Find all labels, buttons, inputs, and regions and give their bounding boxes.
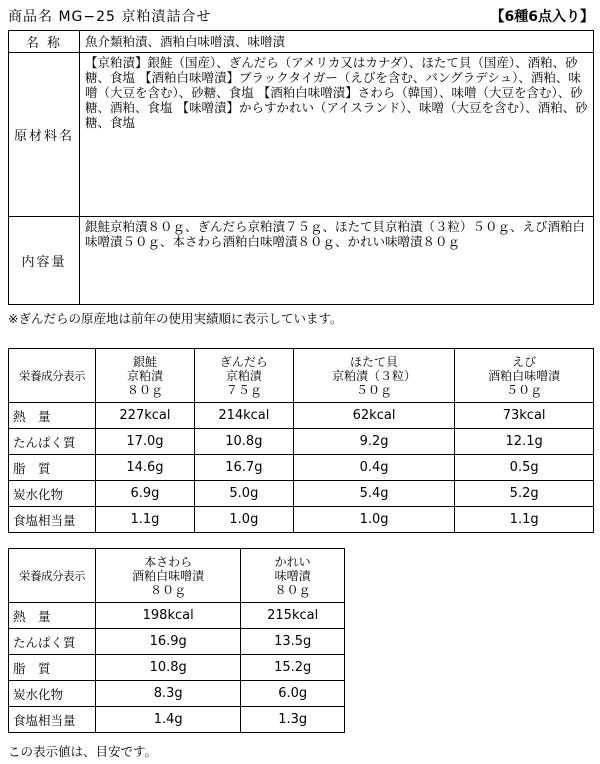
nutrient-value: 14.6g — [96, 455, 195, 481]
nutrient-value: 1.0g — [194, 507, 293, 533]
nutrient-label: たんぱく質 — [9, 429, 96, 455]
product-column-header: かれい 味噌漬 ８０ｇ — [241, 549, 345, 603]
table-row — [9, 655, 345, 681]
nutrient-label: 脂 質 — [9, 455, 96, 481]
nutrient-value: 1.3g — [241, 707, 345, 733]
product-column-header: 本さわら 酒粕白味噌漬 ８０ｇ — [96, 549, 241, 603]
nutrient-value: 1.1g — [96, 507, 195, 533]
nutrition-label: 栄養成分表示 — [9, 349, 96, 403]
nutrient-value: 1.4g — [96, 707, 241, 733]
item-count: 【6種6点入り】 — [490, 9, 594, 25]
product-column-header: えび 酒粕白味噌漬 ５０ｇ — [455, 349, 594, 403]
nutrient-value: 1.1g — [455, 507, 594, 533]
name-value: 魚介類粕漬、酒粕白味噌漬、味噌漬 — [80, 31, 594, 53]
nutrient-value: 10.8g — [96, 655, 241, 681]
nutrient-value: 227kcal — [96, 403, 195, 429]
nutrient-value: 10.8g — [194, 429, 293, 455]
nutrient-value: 15.2g — [241, 655, 345, 681]
nutrient-value: 6.0g — [241, 681, 345, 707]
nutrient-value: 16.9g — [96, 629, 241, 655]
nutrient-label: 炭水化物 — [9, 681, 96, 707]
name-label: 名 称 — [9, 31, 80, 53]
nutrient-label: 食塩相当量 — [9, 707, 96, 733]
nutrient-value: 5.2g — [455, 481, 594, 507]
footer-note: この表示値は、目安です。 — [8, 744, 158, 759]
nutrient-label: 熱 量 — [9, 603, 96, 629]
nutrition-label: 栄養成分表示 — [9, 549, 96, 603]
nutrient-label: 炭水化物 — [9, 481, 96, 507]
nutrient-value: 0.4g — [293, 455, 454, 481]
nutrition-table-1 — [8, 348, 594, 533]
table-row — [9, 603, 345, 629]
nutrient-value: 1.0g — [293, 507, 454, 533]
table-row — [9, 481, 594, 507]
nutrient-value: 6.9g — [96, 481, 195, 507]
product-column-header: 銀鮭 京粕漬 ８０ｇ — [96, 349, 195, 403]
product-column-header: ぎんだら 京粕漬 ７５ｇ — [194, 349, 293, 403]
contents-value: 銀鮭京粕漬８０ｇ、ぎんだら京粕漬７５ｇ、ほたて貝京粕漬（３粒）５０ｇ、えび酒粕白味噌漬５０ｇ、本さわら酒粕白味噌漬８０ｇ、かれい味噌漬８０ｇ — [80, 217, 594, 305]
contents-label: 内容量 — [9, 217, 80, 305]
nutrient-value: 5.4g — [293, 481, 454, 507]
product-info-table — [8, 30, 594, 305]
origin-note: ※ぎんだらの原産地は前年の使用実績順に表示しています。 — [8, 311, 343, 326]
nutrient-value: 198kcal — [96, 603, 241, 629]
nutrient-value: 214kcal — [194, 403, 293, 429]
nutrient-value: 62kcal — [293, 403, 454, 429]
table-row — [9, 507, 594, 533]
ingredients-value: 【京粕漬】銀鮭（国産）、ぎんだら（アメリカ又はカナダ）、ほたて貝（国産）、酒粕、砂糖、食塩 【酒粕白味噌漬】ブラックタイガー（えびを含む、バングラデシュ）、酒粕、味噌（大豆を含む）、砂糖、食塩 【酒粕白味噌漬】さわら（韓国）、味噌（大豆を含む）、砂糖、酒粕、食塩 【味噌漬】からすかれい（アイスランド）、味噌（大豆を含む）、酒粕、砂糖、食塩 — [80, 53, 594, 217]
nutrient-value: 5.0g — [194, 481, 293, 507]
nutrient-value: 12.1g — [455, 429, 594, 455]
nutrient-value: 16.7g — [194, 455, 293, 481]
nutrient-label: 食塩相当量 — [9, 507, 96, 533]
nutrient-label: 脂 質 — [9, 655, 96, 681]
table-row — [9, 707, 345, 733]
nutrient-value: 8.3g — [96, 681, 241, 707]
table-row — [9, 455, 594, 481]
table-row — [9, 629, 345, 655]
table-row — [9, 403, 594, 429]
nutrient-value: 0.5g — [455, 455, 594, 481]
nutrient-value: 13.5g — [241, 629, 345, 655]
table-row — [9, 681, 345, 707]
nutrition-table-2 — [8, 548, 345, 733]
label-header — [8, 6, 594, 26]
ingredients-label: 原材料名 — [9, 53, 80, 217]
nutrient-label: 熱 量 — [9, 403, 96, 429]
nutrient-value: 215kcal — [241, 603, 345, 629]
nutrient-value: 9.2g — [293, 429, 454, 455]
table-row — [9, 429, 594, 455]
nutrient-value: 73kcal — [455, 403, 594, 429]
product-column-header: ほたて貝 京粕漬（３粒） ５０ｇ — [293, 349, 454, 403]
product-title: 商品名 MG−25 京粕漬詰合せ — [8, 9, 212, 25]
nutrient-value: 17.0g — [96, 429, 195, 455]
nutrient-label: たんぱく質 — [9, 629, 96, 655]
